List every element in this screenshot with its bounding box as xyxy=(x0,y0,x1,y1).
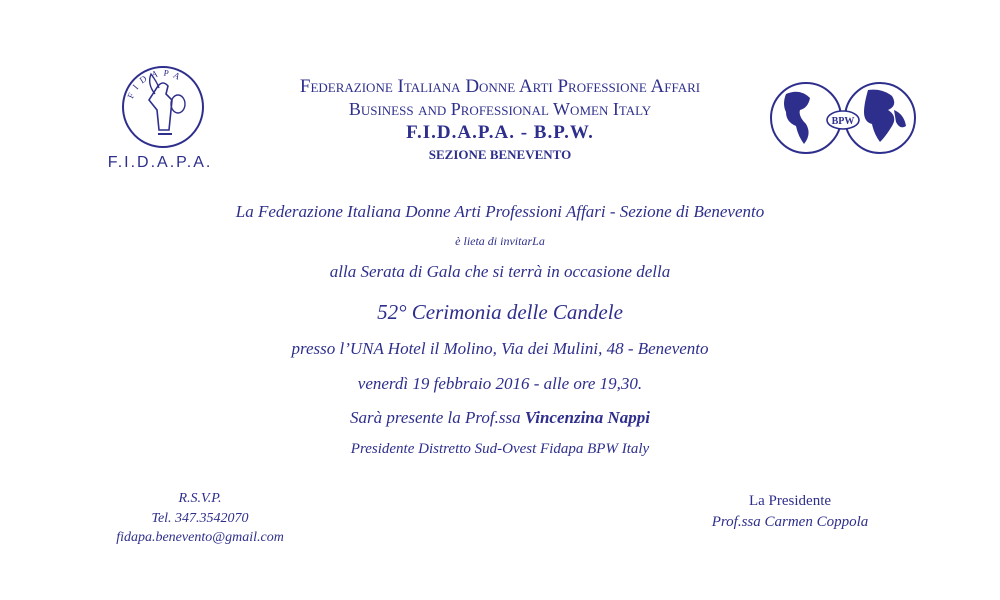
president-name: Prof.ssa Carmen Coppola xyxy=(711,514,869,530)
winged-victory-figure-icon xyxy=(118,62,208,152)
header-bpw: Business and Professional Women Italy xyxy=(348,99,652,119)
rsvp-label: R.S.V.P. xyxy=(178,491,222,506)
logo-caption: F.I.D.A.P.A. xyxy=(107,154,213,171)
president-title: La Presidente xyxy=(748,493,832,509)
event-date: venerdì 19 febbraio 2016 - alle ore 19,30. xyxy=(357,374,643,393)
invitation-line-gala: alla Serata di Gala che si terrà in occasione della xyxy=(329,262,671,281)
header-section: SEZIONE BENEVENTO xyxy=(428,147,572,162)
invitation-line-pleased: è lieta di invitarLa xyxy=(455,234,545,248)
guest-prefix: Sarà presente la Prof.ssa xyxy=(349,408,525,427)
event-venue: presso l’UNA Hotel il Molino, Via dei Mulini, 48 - Benevento xyxy=(291,339,709,358)
bpw-badge-text: BPW xyxy=(831,116,855,127)
world-globes-icon xyxy=(768,80,918,160)
rsvp-email[interactable]: fidapa.benevento@gmail.com xyxy=(116,530,284,545)
event-title: 52° Cerimonia delle Candele xyxy=(377,300,623,324)
guest-role: Presidente Distretto Sud-Ovest Fidapa BPW Italy xyxy=(350,441,650,457)
guest-name: Vincenzina Nappi xyxy=(524,408,651,427)
header-acronym: F.I.D.A.P.A. - B.P.W. xyxy=(406,122,594,143)
guest-line xyxy=(0,408,1000,428)
invitation-intro: La Federazione Italiana Donne Arti Professioni Affari - Sezione di Benevento xyxy=(235,202,765,221)
logo-ring-text: FIDAPA xyxy=(125,67,187,100)
header-federation: Federazione Italiana Donne Arti Professione Affari xyxy=(299,76,701,97)
rsvp-phone: Tel. 347.3542070 xyxy=(151,511,249,526)
bpw-logo xyxy=(768,80,918,160)
